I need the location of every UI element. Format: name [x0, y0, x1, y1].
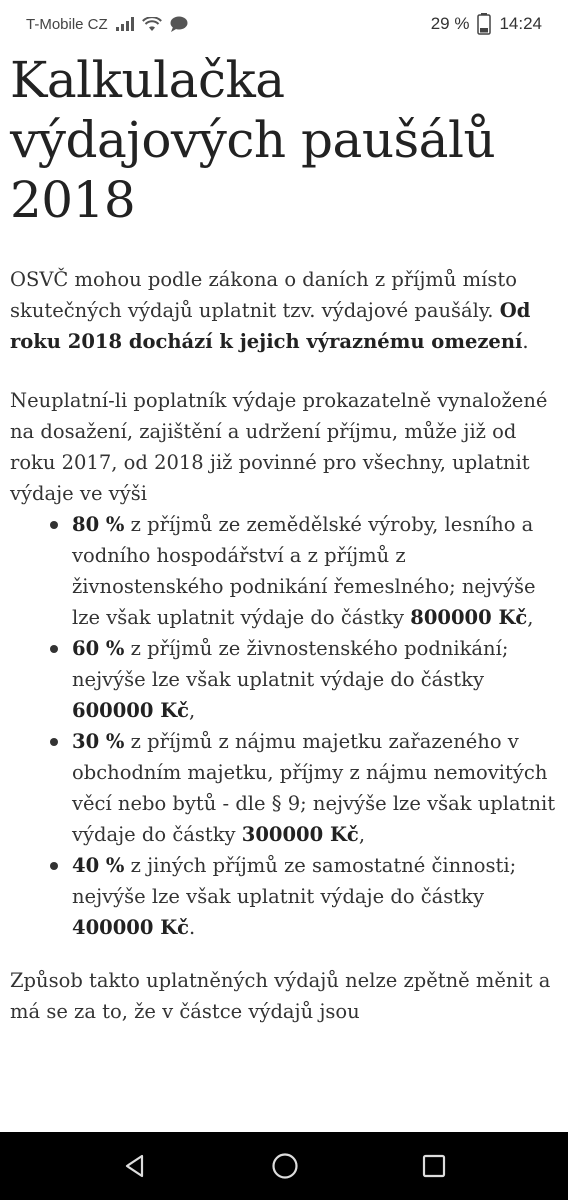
rate-end: ,	[527, 606, 534, 629]
chat-bubble-icon	[170, 16, 188, 32]
rate-limit: 300000 Kč	[241, 823, 359, 846]
rate-limit: 600000 Kč	[72, 699, 190, 722]
rate-percent: 60 %	[72, 637, 125, 660]
intro-end: .	[522, 330, 529, 353]
status-left	[26, 16, 188, 33]
recents-icon[interactable]	[422, 1154, 446, 1178]
rate-end: ,	[358, 823, 366, 846]
status-bar	[0, 0, 568, 48]
intro-text: OSVČ mohou podle zákona o daních z příjmů místo skutečných výdajů uplatnit tzv. výdajové paušály.	[10, 268, 517, 322]
rates-list	[10, 509, 558, 943]
bullet-icon	[50, 645, 58, 653]
battery-percent: 29 %	[430, 14, 470, 33]
closing-paragraph: Způsob takto uplatněných výdajů nelze zpětně měnit a má se za to, že v částce výdajů jsou	[10, 969, 551, 1023]
rate-end: ,	[189, 699, 196, 722]
rate-text: z příjmů z nájmu majetku zařazeného v obchodním majetku, příjmy z nájmu nemovitých věcí nebo bytů - dle § 9; nejvýše lze však uplatnit výdaje do částky	[72, 730, 556, 846]
rate-limit: 400000 Kč	[72, 916, 190, 939]
wifi-icon	[142, 17, 162, 32]
clock: 14:24	[499, 14, 542, 33]
bullet-icon	[50, 738, 58, 746]
rate-percent: 80 %	[72, 513, 125, 536]
intro-bold-text: Od roku 2018 dochází k jejich výraznému omezení	[10, 299, 531, 353]
bullet-icon	[50, 521, 58, 529]
status-right	[431, 13, 542, 35]
rate-text: z jiných příjmů ze samostatné činnosti; nejvýše lze však uplatnit výdaje do částky	[72, 854, 517, 908]
list-item	[10, 726, 558, 850]
navigation-bar	[0, 1132, 568, 1200]
rate-end: .	[189, 916, 196, 939]
list-item	[10, 850, 558, 943]
rate-text: z příjmů ze živnostenského podnikání; nejvýše lze však uplatnit výdaje do částky	[72, 637, 509, 691]
page-title: Kalkulačka výdajových paušálů 2018	[10, 51, 496, 229]
home-icon[interactable]	[271, 1152, 299, 1180]
back-icon[interactable]	[122, 1153, 148, 1179]
lead-paragraph: Neuplatní-li poplatník výdaje prokazatelně vynaložené na dosažení, zajištění a udržení příjmu, může již od roku 2017, od 2018 již povinné pro všechny, uplatnit výdaje ve výši	[10, 389, 548, 505]
rate-percent: 30 %	[72, 730, 125, 753]
carrier-name: T-Mobile CZ	[26, 15, 108, 33]
list-item	[10, 509, 558, 633]
article-content	[0, 48, 568, 1132]
battery-icon	[477, 13, 491, 35]
rate-limit: 800000 Kč	[410, 606, 528, 629]
list-item	[10, 633, 558, 726]
rate-percent: 40 %	[72, 854, 125, 877]
intro-paragraph	[10, 264, 558, 357]
signal-icon	[116, 17, 134, 31]
rate-text: z příjmů ze zemědělské výroby, lesního a vodního hospodářství a z příjmů z živnostenského podnikání řemeslného; nejvýše lze však uplatnit výdaje do částky	[72, 513, 536, 629]
bullet-icon	[50, 862, 58, 870]
